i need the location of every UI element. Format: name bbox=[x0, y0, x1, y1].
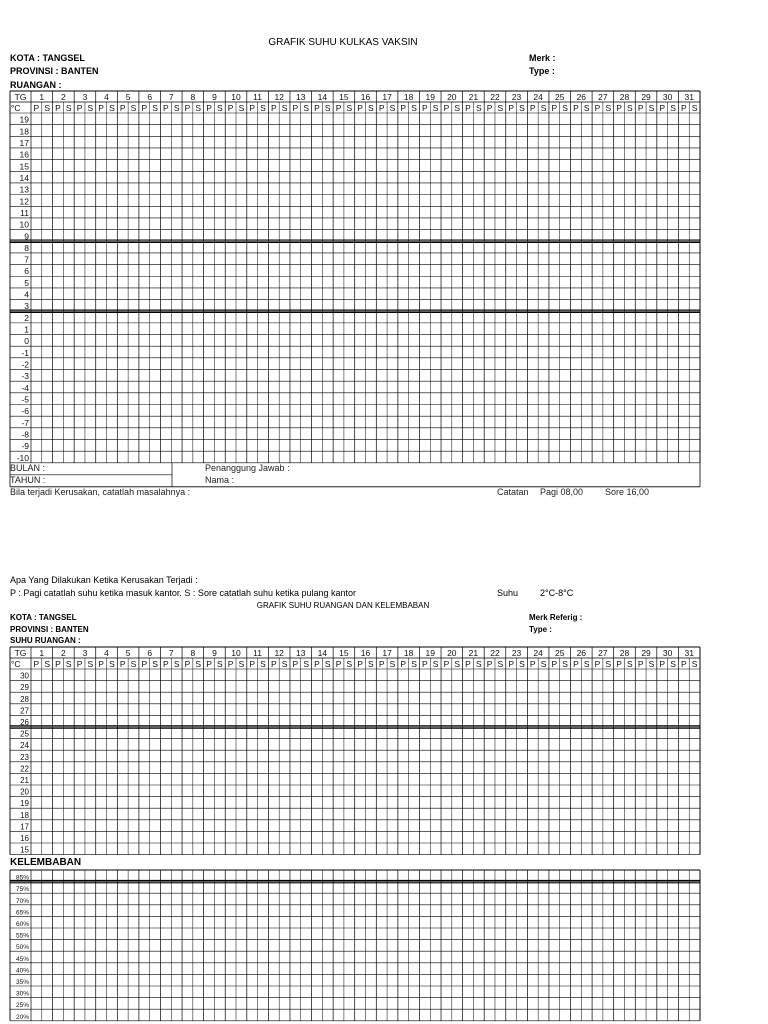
form1-day-8: 8 bbox=[190, 92, 196, 102]
form2-sore-19: S bbox=[432, 659, 439, 669]
form2-day-31: 31 bbox=[684, 648, 694, 658]
form2-pagi-25: P bbox=[551, 659, 558, 669]
form2-merk-referig: Merk Referig : bbox=[529, 613, 583, 622]
form2-sore-28: S bbox=[627, 659, 633, 669]
humidity-row-35%: 35% bbox=[15, 979, 29, 986]
form2-sore-10: S bbox=[238, 659, 245, 669]
form2-day-21: 21 bbox=[468, 648, 479, 658]
form2-row-20: 20 bbox=[20, 787, 29, 797]
form2-sore-31: S bbox=[691, 659, 698, 669]
form2-day-14: 14 bbox=[317, 648, 328, 658]
humidity-row-70%: 70% bbox=[15, 897, 29, 905]
form2-pagi-4: P bbox=[98, 659, 104, 669]
form1-day-3: 3 bbox=[82, 92, 88, 102]
form1-row-11: 11 bbox=[20, 207, 29, 218]
form2-pagi-15: P bbox=[335, 659, 342, 669]
form1-sore-21: S bbox=[475, 103, 482, 113]
form2-pagi-13: P bbox=[292, 659, 299, 669]
form1-pagi-23: P bbox=[508, 103, 515, 113]
form2-day-12: 12 bbox=[274, 648, 284, 658]
form1-pagi-27: P bbox=[594, 103, 601, 113]
form2-pagi-17: P bbox=[378, 659, 385, 669]
form1-day-5: 5 bbox=[125, 92, 131, 102]
form1-row--1: -1 bbox=[21, 347, 29, 358]
form2-day-25: 25 bbox=[554, 648, 565, 658]
form2-sore-22: S bbox=[497, 659, 504, 669]
form1-day-6: 6 bbox=[147, 92, 153, 102]
form1-day-19: 19 bbox=[425, 92, 435, 102]
form2-row-27: 27 bbox=[20, 706, 29, 716]
form1-merk: Merk : bbox=[529, 53, 556, 63]
form2-day-23: 23 bbox=[511, 648, 522, 658]
form1-day-13: 13 bbox=[296, 92, 306, 102]
form1-row-2: 2 bbox=[24, 312, 29, 323]
form2-day-29: 29 bbox=[641, 648, 651, 658]
form1-row-0: 0 bbox=[24, 336, 29, 347]
form2-pagi-12: P bbox=[270, 659, 277, 669]
form1-day-14: 14 bbox=[317, 92, 328, 102]
penanggung-jawab-label: Penanggung Jawab : bbox=[205, 463, 290, 473]
sore-time: Sore 16,00 bbox=[605, 487, 650, 497]
form1-pagi-21: P bbox=[465, 103, 471, 113]
form1-sore-10: S bbox=[238, 103, 245, 113]
form2-tg-header: TG bbox=[14, 648, 27, 658]
form2-day-17: 17 bbox=[382, 648, 392, 658]
form1-pagi-2: P bbox=[55, 103, 61, 113]
form2-day-8: 8 bbox=[190, 648, 196, 658]
form1-pagi-28: P bbox=[616, 103, 622, 113]
humidity-row-60%: 60% bbox=[15, 921, 29, 928]
form1-pagi-20: P bbox=[443, 103, 450, 113]
humidity-row-55%: 55% bbox=[15, 932, 29, 940]
form2-row-18: 18 bbox=[20, 810, 29, 820]
form2-day-15: 15 bbox=[339, 648, 349, 658]
form2-unit-header: °C bbox=[10, 659, 21, 669]
form2-day-9: 9 bbox=[212, 648, 217, 658]
tahun-label: TAHUN : bbox=[10, 475, 46, 485]
humidity-row-20%: 20% bbox=[15, 1013, 29, 1021]
form1-day-1: 1 bbox=[39, 92, 45, 102]
form2-day-11: 11 bbox=[253, 648, 263, 658]
form1-pagi-16: P bbox=[357, 103, 363, 113]
form2-pagi-22: P bbox=[486, 659, 493, 669]
form1-pagi-9: P bbox=[206, 103, 212, 113]
form2-pagi-5: P bbox=[119, 659, 126, 669]
form1-row--4: -4 bbox=[21, 382, 29, 393]
form1-provinsi: PROVINSI : BANTEN bbox=[10, 66, 99, 76]
form2-pagi-3: P bbox=[76, 659, 83, 669]
form1-unit-header: °C bbox=[10, 103, 21, 113]
form1-sore-11: S bbox=[260, 103, 266, 113]
form1-sore-6: S bbox=[152, 103, 158, 113]
form2-pagi-11: P bbox=[249, 659, 256, 669]
form2-title: GRAFIK SUHU RUANGAN DAN KELEMBABAN bbox=[256, 601, 430, 610]
form1-pagi-18: P bbox=[400, 103, 407, 113]
form2-row-26: 26 bbox=[20, 718, 29, 727]
form1-pagi-15: P bbox=[335, 103, 342, 113]
form1-sore-2: S bbox=[65, 103, 72, 113]
form2-pagi-9: P bbox=[206, 659, 212, 669]
form1-sore-13: S bbox=[303, 103, 309, 113]
form1-row-8: 8 bbox=[24, 242, 29, 253]
form2-pagi-30: P bbox=[659, 659, 666, 669]
form2-day-10: 10 bbox=[231, 648, 241, 658]
form1-sore-31: S bbox=[691, 103, 698, 113]
form2-pagi-7: P bbox=[163, 659, 169, 669]
form2-sore-14: S bbox=[324, 659, 331, 669]
form2-day-26: 26 bbox=[576, 648, 587, 658]
form1-pagi-24: P bbox=[529, 103, 536, 113]
form2-sore-11: S bbox=[260, 659, 266, 669]
form1-sore-4: S bbox=[109, 103, 115, 113]
form1-row--9: -9 bbox=[21, 441, 29, 452]
form1-sore-22: S bbox=[497, 103, 504, 113]
form2-sore-8: S bbox=[195, 659, 202, 669]
form2-sore-26: S bbox=[583, 659, 590, 669]
form1-row-1: 1 bbox=[24, 324, 29, 335]
form2-sore-23: S bbox=[519, 659, 525, 669]
form1-row-5: 5 bbox=[24, 277, 29, 288]
form2-day-4: 4 bbox=[104, 648, 109, 658]
form2-row-23: 23 bbox=[20, 752, 29, 762]
form2-day-13: 13 bbox=[296, 648, 306, 658]
catatan-label: Catatan bbox=[497, 487, 529, 497]
room-temperature-grid bbox=[10, 647, 700, 855]
form1-pagi-25: P bbox=[551, 103, 558, 113]
form1-tg-header: TG bbox=[14, 92, 27, 102]
form2-sore-17: S bbox=[389, 659, 396, 669]
form1-row-19: 19 bbox=[19, 114, 29, 125]
form2-pagi-28: P bbox=[616, 659, 622, 669]
form1-day-4: 4 bbox=[104, 92, 109, 102]
form2-sore-7: S bbox=[173, 659, 180, 669]
form1-sore-5: S bbox=[130, 103, 137, 113]
form2-sore-2: S bbox=[65, 659, 72, 669]
form2-row-25: 25 bbox=[20, 729, 29, 739]
form1-day-26: 26 bbox=[576, 92, 587, 102]
form2-sore-13: S bbox=[303, 659, 309, 669]
form1-sore-8: S bbox=[195, 103, 202, 113]
form1-day-20: 20 bbox=[447, 92, 457, 102]
form2-day-20: 20 bbox=[447, 648, 457, 658]
form2-day-18: 18 bbox=[403, 648, 414, 658]
form2-kota: KOTA : TANGSEL bbox=[10, 613, 77, 622]
form1-pagi-13: P bbox=[292, 103, 299, 113]
form1-sore-12: S bbox=[281, 103, 288, 113]
form1-day-16: 16 bbox=[360, 92, 371, 102]
form1-sore-23: S bbox=[519, 103, 525, 113]
form1-pagi-14: P bbox=[314, 103, 320, 113]
form1-kota: KOTA : TANGSEL bbox=[10, 53, 85, 63]
form1-sore-25: S bbox=[562, 103, 568, 113]
form1-type: Type : bbox=[529, 66, 555, 76]
form2-pagi-19: P bbox=[422, 659, 428, 669]
form2-sore-4: S bbox=[109, 659, 115, 669]
apa-yang-note: Apa Yang Dilakukan Ketika Kerusakan Terjadi : bbox=[10, 575, 198, 585]
form2-sore-16: S bbox=[368, 659, 374, 669]
form2-row-24: 24 bbox=[20, 741, 29, 751]
form1-pagi-5: P bbox=[119, 103, 126, 113]
form1-sore-9: S bbox=[216, 103, 223, 113]
suhu-range: 2°C-8°C bbox=[540, 588, 574, 598]
form1-pagi-12: P bbox=[270, 103, 277, 113]
form2-sore-12: S bbox=[281, 659, 288, 669]
kelembaban-label: KELEMBABAN bbox=[10, 857, 82, 868]
form1-pagi-17: P bbox=[378, 103, 385, 113]
form1-pagi-4: P bbox=[98, 103, 104, 113]
form2-pagi-31: P bbox=[680, 659, 687, 669]
form2-row-29: 29 bbox=[20, 683, 29, 693]
form2-pagi-27: P bbox=[594, 659, 601, 669]
form1-row-7: 7 bbox=[24, 254, 29, 265]
form1-day-2: 2 bbox=[61, 92, 66, 102]
form2-row-16: 16 bbox=[20, 834, 29, 843]
form1-row-17: 17 bbox=[19, 137, 29, 148]
form2-pagi-18: P bbox=[400, 659, 407, 669]
form1-sore-17: S bbox=[389, 103, 396, 113]
form2-day-2: 2 bbox=[61, 648, 66, 658]
form1-row--5: -5 bbox=[21, 394, 29, 405]
form2-sore-24: S bbox=[540, 659, 547, 669]
nama-label: Nama : bbox=[205, 475, 235, 485]
form2-sore-30: S bbox=[670, 659, 676, 669]
form1-sore-1: S bbox=[44, 103, 51, 113]
form1-row-12: 12 bbox=[19, 196, 29, 207]
form1-pagi-10: P bbox=[227, 103, 234, 113]
form2-pagi-14: P bbox=[314, 659, 320, 669]
form1-day-12: 12 bbox=[274, 92, 284, 102]
form2-day-3: 3 bbox=[82, 648, 88, 658]
humidity-row-30%: 30% bbox=[15, 990, 29, 998]
form2-pagi-16: P bbox=[357, 659, 363, 669]
form1-day-18: 18 bbox=[403, 92, 414, 102]
form2-row-19: 19 bbox=[20, 799, 29, 809]
form1-sore-28: S bbox=[627, 103, 633, 113]
form2-row-17: 17 bbox=[20, 822, 29, 832]
form2-pagi-21: P bbox=[465, 659, 471, 669]
form1-day-23: 23 bbox=[511, 92, 522, 102]
form1-pagi-3: P bbox=[76, 103, 83, 113]
form2-row-15: 15 bbox=[20, 845, 29, 855]
form1-day-31: 31 bbox=[684, 92, 694, 102]
form1-sore-26: S bbox=[583, 103, 590, 113]
form1-day-24: 24 bbox=[533, 92, 543, 102]
form2-row-22: 22 bbox=[20, 764, 29, 774]
form2-row-30: 30 bbox=[20, 671, 29, 681]
form2-day-27: 27 bbox=[598, 648, 608, 658]
fridge-temperature-grid bbox=[10, 91, 700, 487]
form1-pagi-11: P bbox=[249, 103, 256, 113]
form1-day-10: 10 bbox=[231, 92, 241, 102]
form1-row-13: 13 bbox=[19, 184, 29, 195]
form1-day-17: 17 bbox=[382, 92, 392, 102]
form2-day-22: 22 bbox=[490, 648, 500, 658]
form2-sore-21: S bbox=[475, 659, 482, 669]
form1-sore-20: S bbox=[454, 103, 461, 113]
form1-sore-29: S bbox=[648, 103, 655, 113]
form2-pagi-8: P bbox=[184, 659, 191, 669]
form1-day-9: 9 bbox=[212, 92, 217, 102]
form1-sore-7: S bbox=[173, 103, 180, 113]
form1-pagi-31: P bbox=[680, 103, 687, 113]
humidity-row-65%: 65% bbox=[15, 909, 29, 917]
form1-sore-18: S bbox=[411, 103, 417, 113]
form2-pagi-26: P bbox=[573, 659, 579, 669]
form1-day-15: 15 bbox=[339, 92, 349, 102]
form2-pagi-2: P bbox=[55, 659, 61, 669]
form2-day-24: 24 bbox=[533, 648, 543, 658]
bulan-label: BULAN : bbox=[10, 463, 46, 473]
form1-day-29: 29 bbox=[641, 92, 651, 102]
form2-sore-29: S bbox=[648, 659, 655, 669]
form2-day-30: 30 bbox=[662, 648, 673, 658]
humidity-row-40%: 40% bbox=[15, 967, 29, 975]
form1-row-18: 18 bbox=[19, 126, 29, 137]
form2-sore-1: S bbox=[44, 659, 51, 669]
pagi-sore-note: P : Pagi catatlah suhu ketika masuk kantor. S : Sore catatlah suhu ketika pulang kantor bbox=[10, 588, 357, 598]
form1-pagi-30: P bbox=[659, 103, 666, 113]
form1-sore-19: S bbox=[432, 103, 439, 113]
form2-provinsi: PROVINSI : BANTEN bbox=[10, 625, 89, 634]
form1-row--2: -2 bbox=[21, 359, 29, 370]
form1-row--3: -3 bbox=[21, 371, 29, 382]
humidity-row-25%: 25% bbox=[15, 1002, 29, 1010]
form1-day-28: 28 bbox=[619, 92, 630, 102]
form2-sore-20: S bbox=[454, 659, 461, 669]
form1-sore-27: S bbox=[605, 103, 612, 113]
form2-day-28: 28 bbox=[619, 648, 630, 658]
form1-row--8: -8 bbox=[21, 429, 29, 440]
form1-ruangan: RUANGAN : bbox=[10, 80, 62, 90]
form1-pagi-19: P bbox=[422, 103, 428, 113]
form1-row-15: 15 bbox=[19, 161, 29, 172]
form2-sore-6: S bbox=[152, 659, 158, 669]
form2-pagi-1: P bbox=[33, 659, 40, 669]
form2-type: Type : bbox=[529, 625, 552, 634]
form1-sore-24: S bbox=[540, 103, 547, 113]
form1-pagi-6: P bbox=[141, 103, 148, 113]
form2-row-28: 28 bbox=[20, 694, 29, 704]
form2-sore-9: S bbox=[216, 659, 223, 669]
form1-day-30: 30 bbox=[662, 92, 673, 102]
form1-pagi-7: P bbox=[163, 103, 169, 113]
form1-day-22: 22 bbox=[490, 92, 500, 102]
form2-day-1: 1 bbox=[39, 648, 45, 658]
suhu-label: Suhu bbox=[497, 588, 519, 598]
form1-day-7: 7 bbox=[168, 92, 174, 102]
form1-row-6: 6 bbox=[24, 266, 29, 277]
form2-sore-5: S bbox=[130, 659, 137, 669]
form1-sore-14: S bbox=[324, 103, 331, 113]
form2-pagi-23: P bbox=[508, 659, 515, 669]
form1-pagi-8: P bbox=[184, 103, 191, 113]
form2-sore-15: S bbox=[346, 659, 353, 669]
form1-day-25: 25 bbox=[554, 92, 565, 102]
form2-suhu-ruangan: SUHU RUANGAN : bbox=[10, 636, 81, 645]
form2-sore-3: S bbox=[87, 659, 94, 669]
form2-day-7: 7 bbox=[168, 648, 174, 658]
form2-pagi-10: P bbox=[227, 659, 234, 669]
form2-pagi-20: P bbox=[443, 659, 450, 669]
form2-day-19: 19 bbox=[425, 648, 435, 658]
form1-day-11: 11 bbox=[253, 92, 263, 102]
form2-day-16: 16 bbox=[360, 648, 371, 658]
humidity-row-75%: 75% bbox=[15, 886, 29, 894]
humidity-row-50%: 50% bbox=[15, 944, 29, 952]
form2-day-6: 6 bbox=[147, 648, 153, 658]
form1-pagi-22: P bbox=[486, 103, 493, 113]
form1-sore-30: S bbox=[670, 103, 676, 113]
form1-row-3: 3 bbox=[24, 301, 29, 312]
form1-sore-15: S bbox=[346, 103, 353, 113]
form1-row-4: 4 bbox=[24, 289, 29, 300]
form1-row-10: 10 bbox=[19, 219, 29, 230]
form1-sore-3: S bbox=[87, 103, 94, 113]
form2-sore-18: S bbox=[411, 659, 417, 669]
pagi-time: Pagi 08,00 bbox=[540, 487, 584, 497]
form1-title: GRAFIK SUHU KULKAS VAKSIN bbox=[268, 37, 418, 48]
form1-row-14: 14 bbox=[19, 172, 29, 183]
form1-day-21: 21 bbox=[468, 92, 479, 102]
form2-pagi-29: P bbox=[637, 659, 644, 669]
form1-pagi-26: P bbox=[573, 103, 579, 113]
humidity-grid bbox=[10, 870, 700, 1021]
kerusakan-note: Bila terjadi Kerusakan, catatlah masalahnya : bbox=[10, 487, 191, 497]
form1-row--7: -7 bbox=[21, 417, 29, 428]
form1-day-27: 27 bbox=[598, 92, 608, 102]
form2-pagi-24: P bbox=[529, 659, 536, 669]
form1-row-16: 16 bbox=[19, 149, 29, 160]
form1-pagi-1: P bbox=[33, 103, 40, 113]
form1-sore-16: S bbox=[368, 103, 374, 113]
form2-row-21: 21 bbox=[20, 776, 29, 785]
humidity-row-45%: 45% bbox=[15, 955, 29, 963]
form1-row--10: -10 bbox=[16, 452, 29, 463]
form2-day-5: 5 bbox=[125, 648, 131, 658]
form1-pagi-29: P bbox=[637, 103, 644, 113]
form1-row-9: 9 bbox=[24, 231, 29, 242]
form2-sore-27: S bbox=[605, 659, 612, 669]
form2-pagi-6: P bbox=[141, 659, 148, 669]
form1-row--6: -6 bbox=[21, 406, 29, 417]
humidity-row-85%: 85% bbox=[15, 874, 29, 882]
form2-sore-25: S bbox=[562, 659, 568, 669]
